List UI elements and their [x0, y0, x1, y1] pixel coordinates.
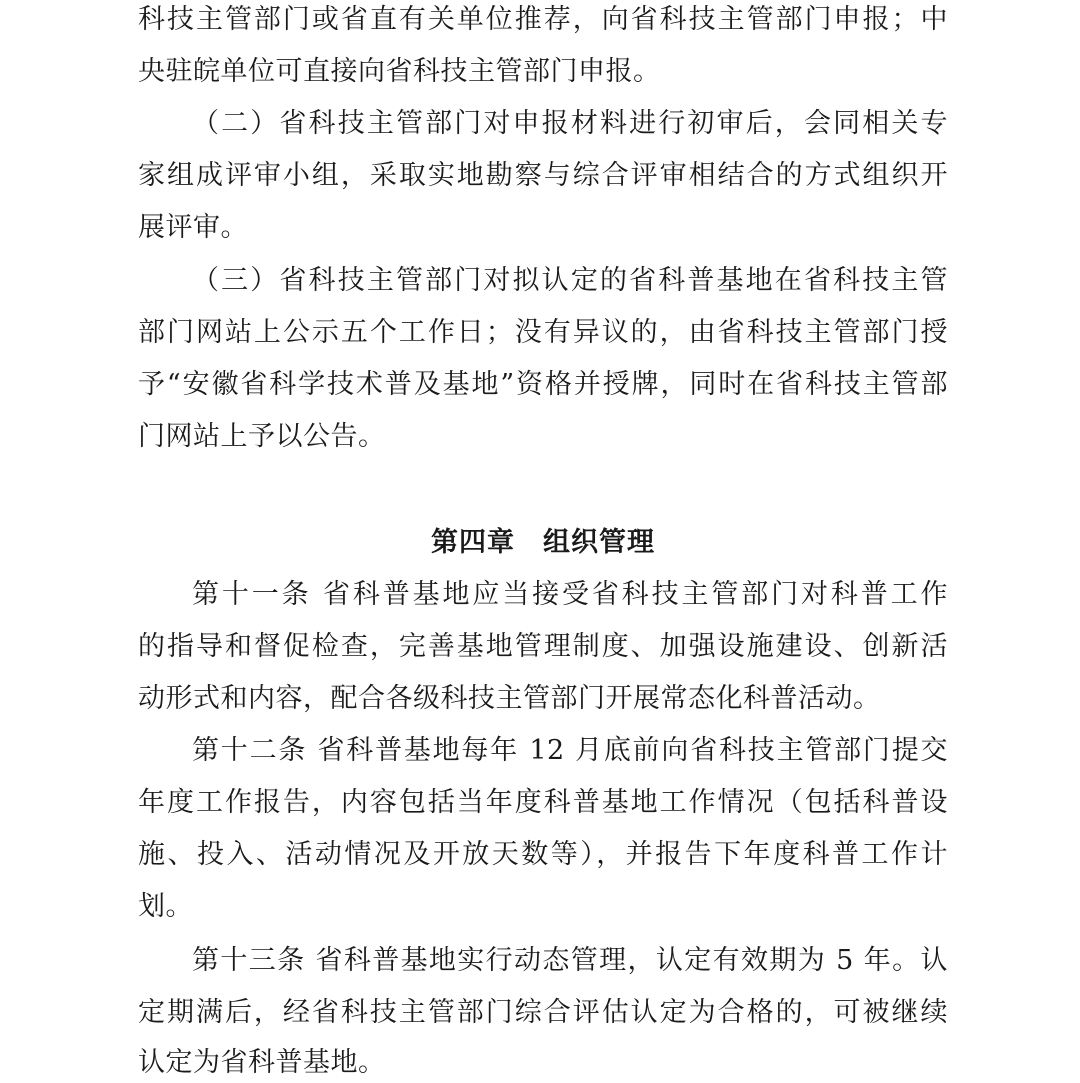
- paragraph-line: 划。: [138, 891, 193, 922]
- paragraph-line: 门网站上予以公告。: [138, 421, 386, 452]
- paragraph-line: （二）省科技主管部门对申报材料进行初审后，会同相关专: [192, 108, 948, 139]
- paragraph-line: 定期满后，经省科技主管部门综合评估认定为合格的，可被继续: [138, 997, 948, 1028]
- paragraph-line: 第十一条 省科普基地应当接受省科技主管部门对科普工作: [192, 579, 948, 610]
- paragraph-line: （三）省科技主管部门对拟认定的省科普基地在省科技主管: [192, 265, 948, 296]
- paragraph-line: 央驻皖单位可直接向省科技主管部门申报。: [138, 56, 661, 87]
- paragraph-line: 家组成评审小组，采取实地勘察与综合评审相结合的方式组织开: [138, 160, 948, 191]
- paragraph-line: 予“安徽省科学技术普及基地”资格并授牌，同时在省科技主管部: [138, 369, 948, 400]
- paragraph-line: 年度工作报告，内容包括当年度科普基地工作情况（包括科普设: [138, 787, 948, 818]
- paragraph-line: 展评审。: [138, 212, 248, 243]
- paragraph-line: 第十三条 省科普基地实行动态管理，认定有效期为 5 年。认: [192, 945, 948, 976]
- chapter-heading: 第四章 组织管理: [431, 527, 655, 558]
- paragraph-line: 科技主管部门或省直有关单位推荐，向省科技主管部门申报；中: [138, 4, 948, 35]
- paragraph-line: 认定为省科普基地。: [138, 1047, 386, 1078]
- paragraph-line: 施、投入、活动情况及开放天数等），并报告下年度科普工作计: [138, 839, 948, 870]
- paragraph-line: 部门网站上公示五个工作日；没有异议的，由省科技主管部门授: [138, 317, 948, 348]
- paragraph-line: 的指导和督促检查，完善基地管理制度、加强设施建设、创新活: [138, 631, 948, 662]
- paragraph-line: 动形式和内容，配合各级科技主管部门开展常态化科普活动。: [138, 683, 881, 714]
- paragraph-line: 第十二条 省科普基地每年 12 月底前向省科技主管部门提交: [192, 735, 948, 766]
